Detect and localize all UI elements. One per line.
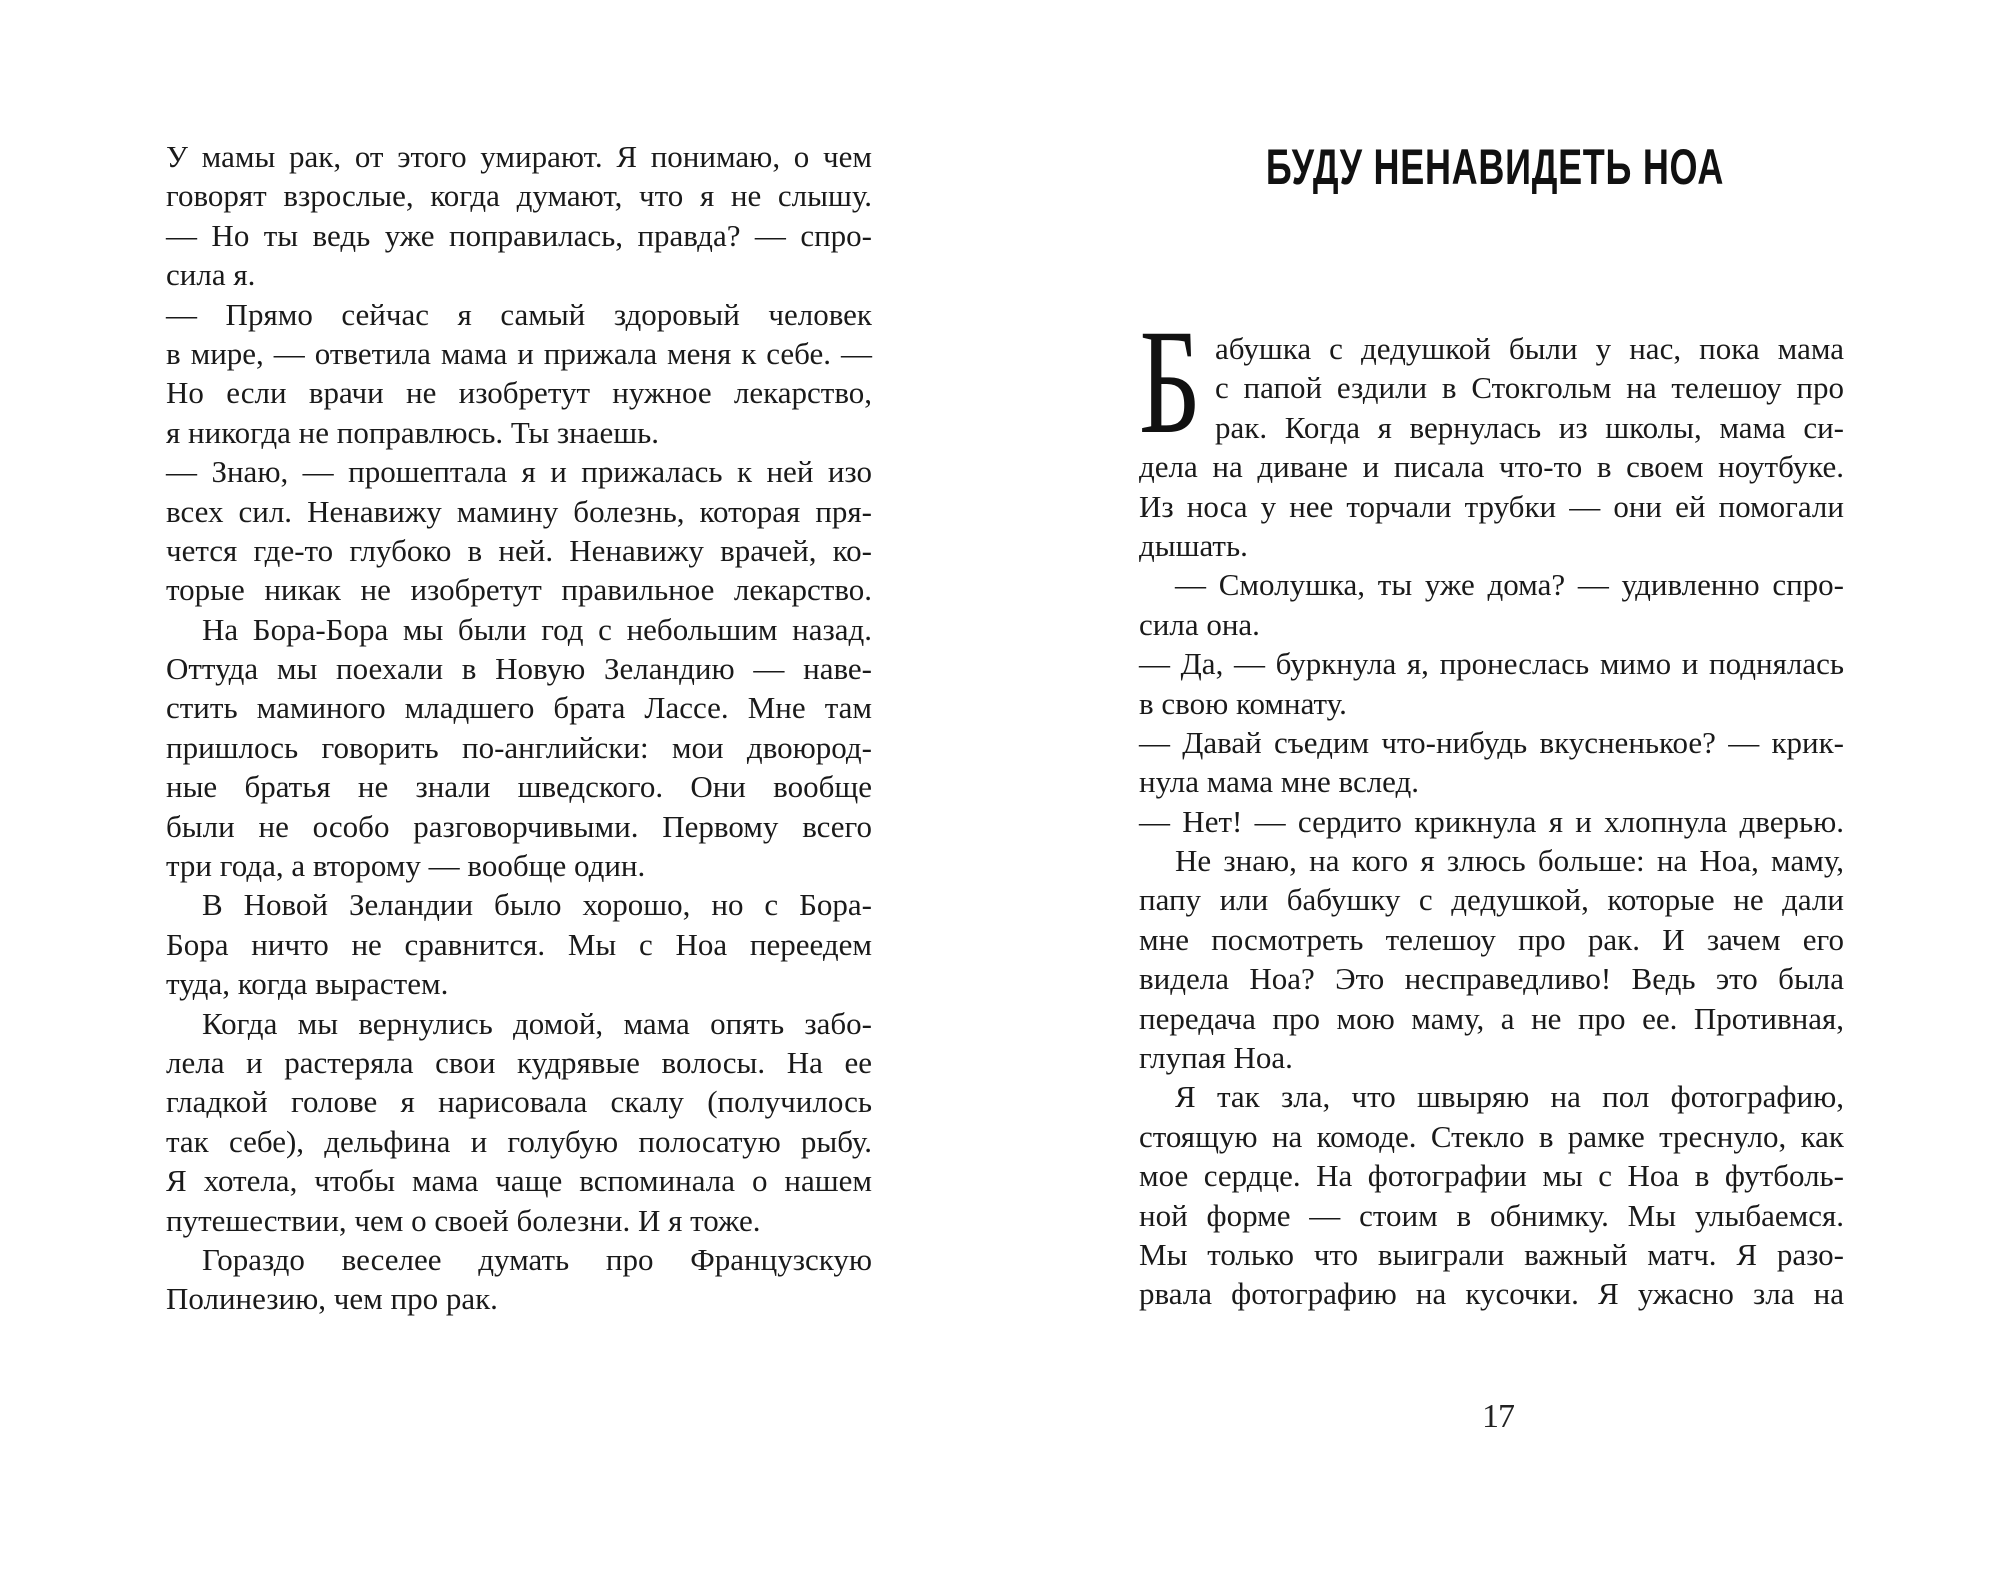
text-line: — Давай съедим что-нибудь вкусненькое? — крик- <box>1139 724 1844 760</box>
text-line: пришлось говорить по-английски: мои двоюрод- <box>166 729 872 765</box>
text-line: Мы только что выиграли важный матч. Я разо- <box>1139 1236 1844 1272</box>
text-line: Бора ничто не сравнится. Мы с Ноа переедем <box>166 926 872 962</box>
drop-cap-paragraph-lines <box>1139 329 1844 447</box>
text-line: гладкой голове я нарисовала скалу (получилось <box>166 1084 872 1120</box>
text-line: туда, когда вырастем. <box>166 966 449 1002</box>
text-line: всех сил. Ненавижу мамину болезнь, которая пря- <box>166 493 872 529</box>
text-line: дышать. <box>1139 527 1248 563</box>
text-line: стить маминого младшего брата Лассе. Мне там <box>166 690 872 726</box>
text-line: — Прямо сейчас я самый здоровый человек <box>166 296 872 332</box>
text-line: чется где-то глубоко в ней. Ненавижу врачей, ко- <box>166 532 872 568</box>
text-line: в свою комнату. <box>1139 685 1347 721</box>
text-line: лела и растеряла свои кудрявые волосы. На ее <box>166 1044 872 1080</box>
text-line: Из носа у нее торчали трубки — они ей помогали <box>1139 488 1844 524</box>
text-line: сила я. <box>166 257 256 293</box>
text-line: глупая Ноа. <box>1139 1040 1293 1076</box>
text-line: — Смолушка, ты уже дома? — удивленно спро- <box>1175 567 1844 603</box>
text-line: торые никак не изобретут правильное лекарство. <box>166 572 872 608</box>
text-line: так себе), дельфина и голубую полосатую рыбу. <box>166 1123 872 1159</box>
right-page-text <box>1139 329 1844 1314</box>
drop-cap: Б <box>1139 299 1202 465</box>
text-line: Я хотела, чтобы мама чаще вспоминала о нашем <box>166 1163 872 1199</box>
text-line: я никогда не поправлюсь. Ты знаешь. <box>166 414 660 450</box>
text-line: стоящую на комоде. Стекло в рамке треснуло, как <box>1139 1118 1844 1154</box>
text-line: Оттуда мы поехали в Новую Зеландию — наве- <box>166 651 872 687</box>
text-line: Гораздо веселее думать про Французскую <box>202 1241 872 1277</box>
text-line: Не знаю, на кого я злюсь больше: на Ноа, маму, <box>1175 843 1844 879</box>
text-line: ной форме — стоим в обнимку. Мы улыбаемся. <box>1139 1197 1844 1233</box>
text-line: — Но ты ведь уже поправилась, правда? — спро- <box>166 217 872 253</box>
text-line: У мамы рак, от этого умирают. Я понимаю, о чем <box>166 139 872 174</box>
text-line: говорят взрослые, когда думают, что я не слышу. <box>166 178 872 214</box>
text-line: сила она. <box>1139 606 1260 642</box>
text-line: Полинезию, чем про рак. <box>166 1281 498 1317</box>
text-line: ные братья не знали шведского. Они вообще <box>166 769 872 805</box>
text-line: мне посмотреть телешоу про рак. И зачем его <box>1139 921 1844 957</box>
chapter-title: БУДУ НЕНАВИДЕТЬ НОА <box>1265 139 1725 195</box>
text-line: — Нет! — сердито крикнула я и хлопнула дверью. <box>1139 803 1844 839</box>
text-line: рак. Когда я вернулась из школы, мама си- <box>1215 409 1844 445</box>
left-page-text <box>166 137 872 1319</box>
text-line: рвала фотографию на кусочки. Я ужасно зла на <box>1139 1276 1844 1312</box>
text-line: три года, а второму — вообще один. <box>166 848 646 884</box>
text-line: дела на диване и писала что-то в своем ноутбуке. <box>1139 449 1844 485</box>
text-line: Когда мы вернулись домой, мама опять забо- <box>202 1005 872 1041</box>
right-page-body <box>1139 447 1844 1314</box>
text-line: мое сердце. На фотографии мы с Ноа в футболь- <box>1139 1158 1844 1194</box>
right-page <box>1000 0 2000 1587</box>
text-line: На Бора-Бора мы были год с небольшим назад. <box>202 611 872 647</box>
text-line: путешествии, чем о своей болезни. И я тоже. <box>166 1202 761 1238</box>
text-line: видела Ноа? Это несправедливо! Ведь это была <box>1139 961 1844 997</box>
text-line: с папой ездили в Стокгольм на телешоу про <box>1215 370 1844 406</box>
text-line: Но если врачи не изобретут нужное лекарство, <box>166 375 872 411</box>
text-line: были не особо разговорчивыми. Первому всего <box>166 808 872 844</box>
text-line: передача про мою маму, а не про ее. Противная, <box>1139 1000 1844 1036</box>
page-number: 17 <box>1482 1398 1514 1435</box>
text-line: нула мама мне вслед. <box>1139 764 1420 800</box>
text-line: — Знаю, — прошептала я и прижалась к ней изо <box>166 454 872 490</box>
text-line: Я так зла, что швыряю на пол фотографию, <box>1175 1079 1844 1115</box>
text-line: В Новой Зеландии было хорошо, но с Бора- <box>202 887 872 923</box>
text-line: — Да, — буркнула я, пронеслась мимо и поднялась <box>1139 646 1844 682</box>
text-line: в мире, — ответила мама и прижала меня к себе. — <box>166 335 872 371</box>
text-line: абушка с дедушкой были у нас, пока мама <box>1215 331 1844 366</box>
text-line: папу или бабушку с дедушкой, которые не дали <box>1139 882 1844 918</box>
